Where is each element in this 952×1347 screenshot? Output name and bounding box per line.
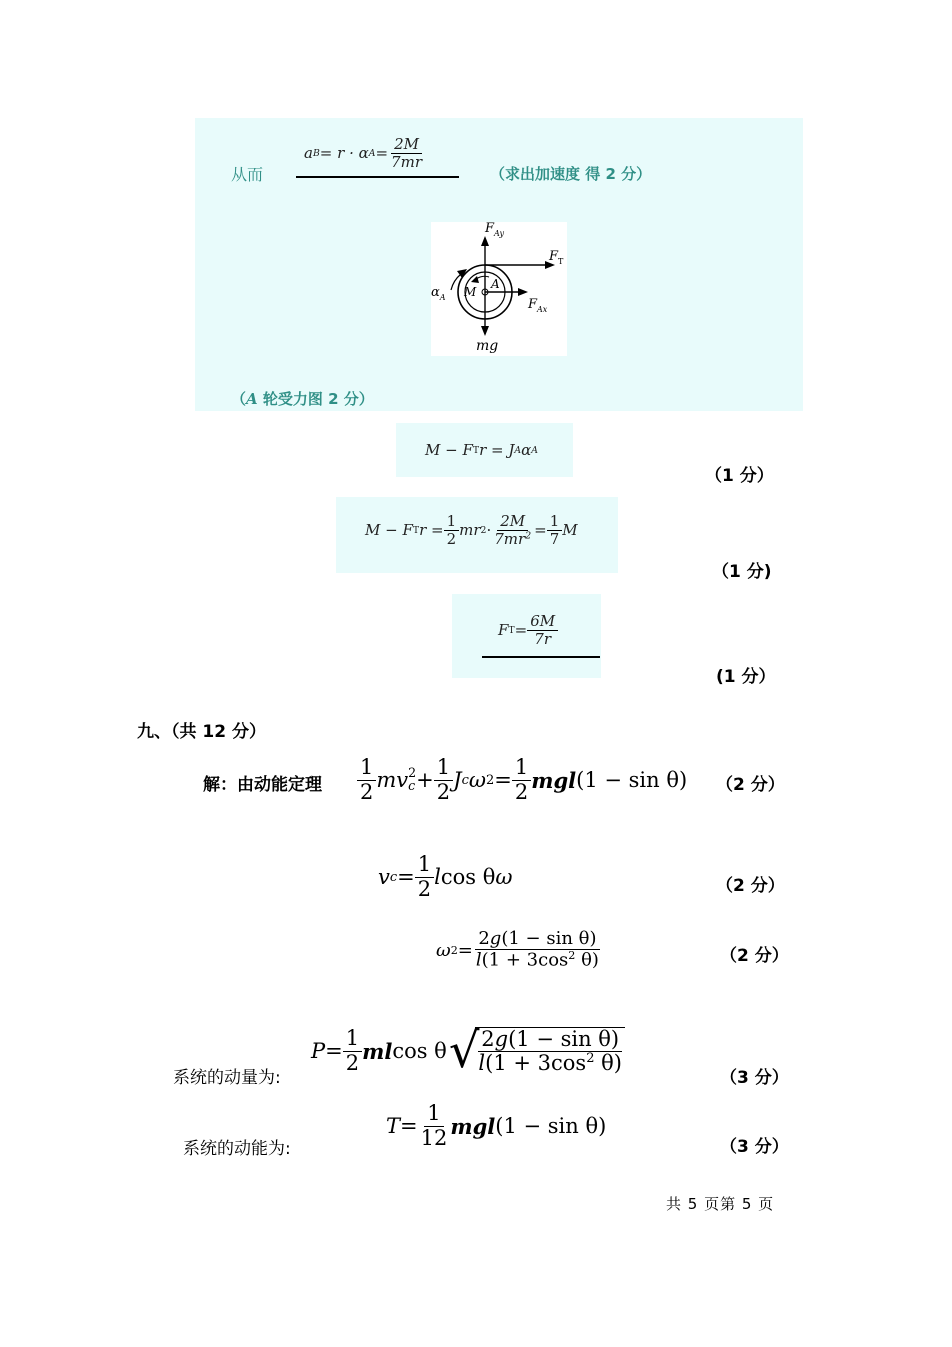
label-fax: $F_{Ax}$ bbox=[528, 297, 548, 314]
equation-omega-squared: ω 2 = $\frac{\text{2g(1 − sin θ)}}{l(1 + 3\cos^2 \theta)}$ bbox=[436, 928, 599, 971]
label-mg: mg bbox=[476, 338, 499, 354]
sqrt-radicand: $\frac{\text{2g(1 − sin θ)}}{l(1 + 3\cos^2 \theta)}$ bbox=[475, 1027, 625, 1075]
score-eq3: (1 分） bbox=[716, 667, 776, 687]
score-e4: （3 分） bbox=[720, 1068, 789, 1088]
fraction-half: $\frac{1}{2}$ bbox=[444, 513, 460, 547]
label-alpha: $\alpha_A$ bbox=[431, 285, 446, 302]
equation-aB: a B = r · α A = $\frac{2M}{7mr}$ bbox=[304, 133, 425, 173]
score-eq1: （1 分） bbox=[705, 466, 774, 486]
equation-underline bbox=[296, 176, 459, 178]
equation-energy-theorem: $\frac{1}{2}$ mv 2 c + $\frac{1}{2}$ J c ω 2 = $\frac{1}{2}$ mgl (1 − sin θ) bbox=[357, 752, 687, 808]
fraction-seventh: $\frac{1}{7}$ bbox=[547, 513, 563, 547]
fraction-acc: $\frac{2M}{7mr^2}$ bbox=[494, 512, 532, 548]
label-ft: $F_T$ bbox=[549, 249, 564, 266]
score-e2: （2 分） bbox=[716, 876, 785, 896]
label-moment: M bbox=[464, 285, 477, 299]
equation-ft-derivation: M − F T r = $\frac{1}{2}$ mr 2 · $\frac{2M}{7mr^2}$ = $\frac{1}{7}$ M bbox=[365, 512, 578, 548]
label-point-a: A bbox=[491, 277, 500, 291]
equation-kinetic-energy: T = $\frac{1}{12}$ mgl (1 − sin θ) bbox=[386, 1101, 607, 1150]
section-9-heading: 九、（共 12 分） bbox=[137, 722, 266, 742]
free-body-diagram bbox=[431, 222, 567, 356]
label-fay: $F_{Ay}$ bbox=[485, 222, 505, 238]
score-e5: （3 分） bbox=[720, 1137, 789, 1157]
equation-moment: M − F T r = J A α A bbox=[425, 441, 538, 459]
score-eq2: （1 分) bbox=[712, 562, 772, 582]
equation-momentum: P = $\frac{1}{2}$ ml cos θ √ $\frac{\text{2g(1 − sin θ)}}{l(1 + 3\cos^2 \theta)}$ bbox=[311, 1020, 625, 1082]
congerer-label: 从而 bbox=[231, 165, 264, 184]
sqrt-sign: √ bbox=[448, 1023, 480, 1079]
caption-force-diagram: （A 轮受力图 2 分） bbox=[231, 390, 374, 408]
score-e1: （2 分） bbox=[716, 775, 785, 795]
equation-ft-result: F T = $\frac{6M}{7r}$ bbox=[498, 608, 558, 652]
solve-label: 解：由动能定理 bbox=[203, 775, 322, 795]
result-underline bbox=[482, 656, 600, 658]
momentum-label: 系统的动量为: bbox=[173, 1068, 281, 1088]
fraction-ft: $\frac{6M}{7r}$ bbox=[527, 613, 558, 647]
page-footer: 共 5 页第 5 页 bbox=[666, 1195, 775, 1213]
fraction: $\frac{2M}{7mr}$ bbox=[391, 135, 422, 171]
energy-label: 系统的动能为: bbox=[183, 1139, 291, 1159]
note-acceleration: （求出加速度 得 2 分） bbox=[490, 165, 652, 183]
score-e3: （2 分） bbox=[720, 946, 789, 966]
equation-vc: v c = $\frac{1}{2}$ l cos θ ω bbox=[378, 852, 513, 901]
